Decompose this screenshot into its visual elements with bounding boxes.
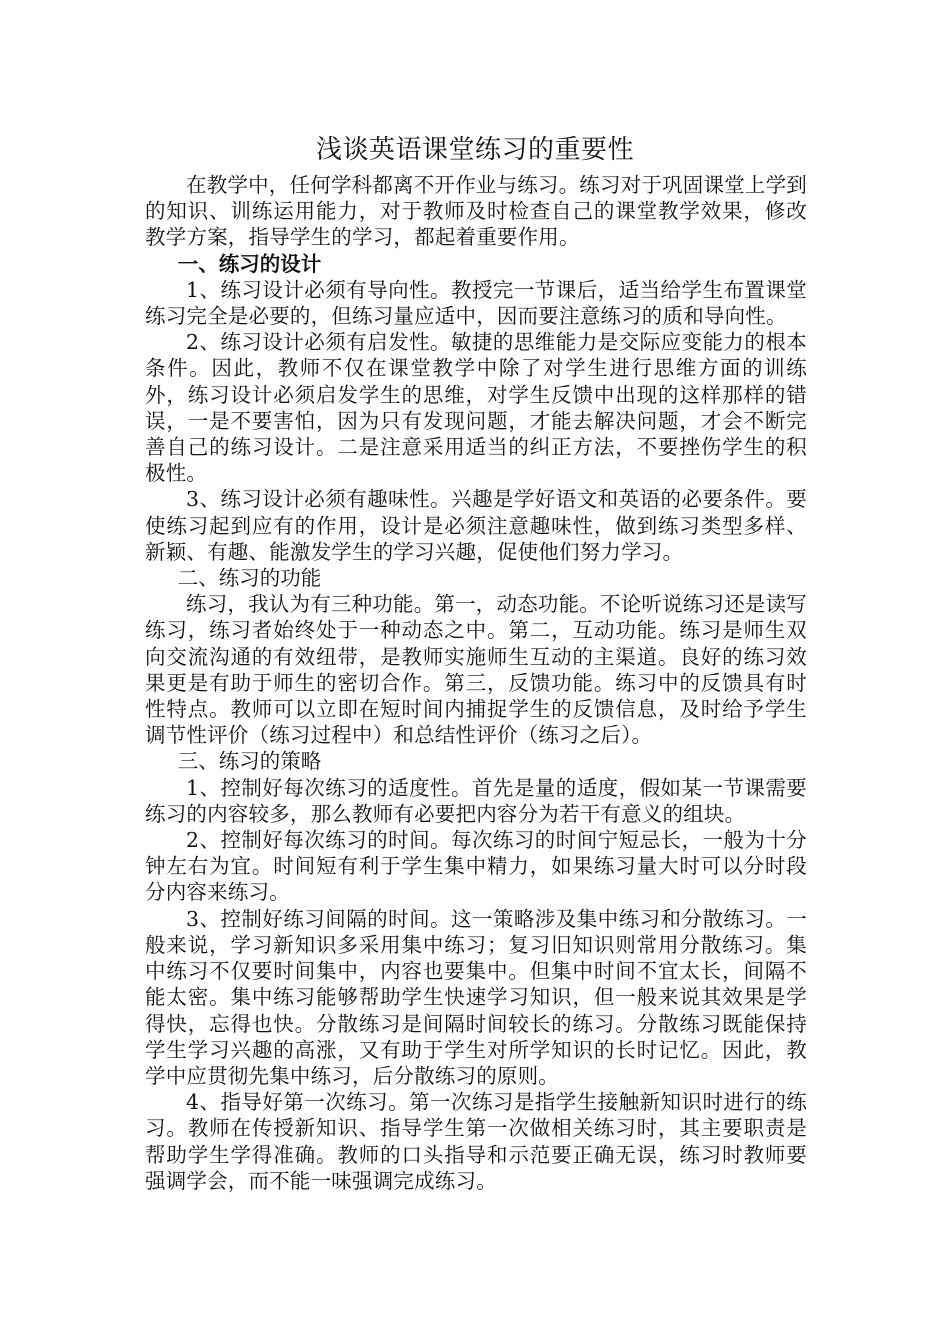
paragraph-strategy-3: 3、控制好练习间隔的时间。这一策略涉及集中练习和分散练习。一般来说，学习新知识多采用集中练习；复习旧知识则常用分散练习。集中练习不仅要时间集中，内容也要集中。但集中时间不宜太长，间隔不能太密。集中练习能够帮助学生快速学习知识，但一般来说其效果是学得快，忘得也快。分散练习是间隔时间较长的练习。分散练习既能保持学生学习兴趣的高涨，又有助于学生对所学知识的长时记忆。因此，教学中应贯彻先集中练习，后分散练习的原则。 — [145, 906, 807, 1088]
paragraph-function-1: 练习，我认为有三种功能。第一，动态功能。不论听说练习还是读写练习，练习者始终处于一种动态之中。第二，互动功能。练习是师生双向交流沟通的有效纽带，是教师实施师生互动的主渠道。良好的练习效果更是有助于师生的密切合作。第三，反馈功能。练习中的反馈具有时性特点。教师可以立即在短时间内捕捉学生的反馈信息，及时给予学生调节性评价（练习过程中）和总结性评价（练习之后）。 — [145, 592, 807, 748]
paragraph-design-1: 1、练习设计必须有导向性。教授完一节课后，适当给学生布置课堂练习完全是必要的，但练习量应适中，因而要注意练习的质和导向性。 — [145, 277, 807, 329]
intro-paragraph: 在教学中，任何学科都离不开作业与练习。练习对于巩固课堂上学到的知识、训练运用能力，对于教师及时检查自己的课堂教学效果，修改教学方案，指导学生的学习，都起着重要作用。 — [145, 173, 807, 250]
paragraph-strategy-1: 1、控制好每次练习的适度性。首先是量的适度，假如某一节课需要练习的内容较多，那么教师有必要把内容分为若干有意义的组块。 — [145, 775, 807, 826]
paragraph-strategy-4: 4、指导好第一次练习。第一次练习是指学生接触新知识时进行的练习。教师在传授新知识、指导学生第一次做相关练习时，其主要职责是帮助学生学得准确。教师的口头指导和示范要正确无误，练习时教师要强调学会，而不能一味强调完成练习。 — [145, 1090, 807, 1193]
paragraph-design-2: 2、练习设计必须有启发性。敏捷的思维能力是交际应变能力的根本条件。因此，教师不仅在课堂教学中除了对学生进行思维方面的训练外，练习设计必须启发学生的思维，对学生反馈中出现的这样那样的错误，一是不要害怕，因为只有发现问题，才能去解决问题，才会不断完善自己的练习设计。二是注意采用适当的纠正方法，不要挫伤学生的积极性。 — [145, 330, 807, 486]
paragraph-design-3: 3、练习设计必须有趣味性。兴趣是学好语文和英语的必要条件。要使练习起到应有的作用，设计是必须注意趣味性，做到练习类型多样、新颖、有趣、能激发学生的学习兴趣，促使他们努力学习。 — [145, 487, 807, 564]
section-heading-design: 一、练习的设计 — [177, 251, 322, 276]
section-heading-function: 二、练习的功能 — [177, 566, 322, 591]
document-body — [145, 172, 807, 1194]
document-title: 浅谈英语课堂练习的重要性 — [315, 135, 634, 165]
paragraph-strategy-2: 2、控制好每次练习的时间。每次练习的时间宁短忌长，一般为十分钟左右为宜。时间短有利于学生集中精力，如果练习量大时可以分时段分内容来练习。 — [145, 828, 807, 905]
section-heading-strategy: 三、练习的策略 — [177, 749, 322, 774]
